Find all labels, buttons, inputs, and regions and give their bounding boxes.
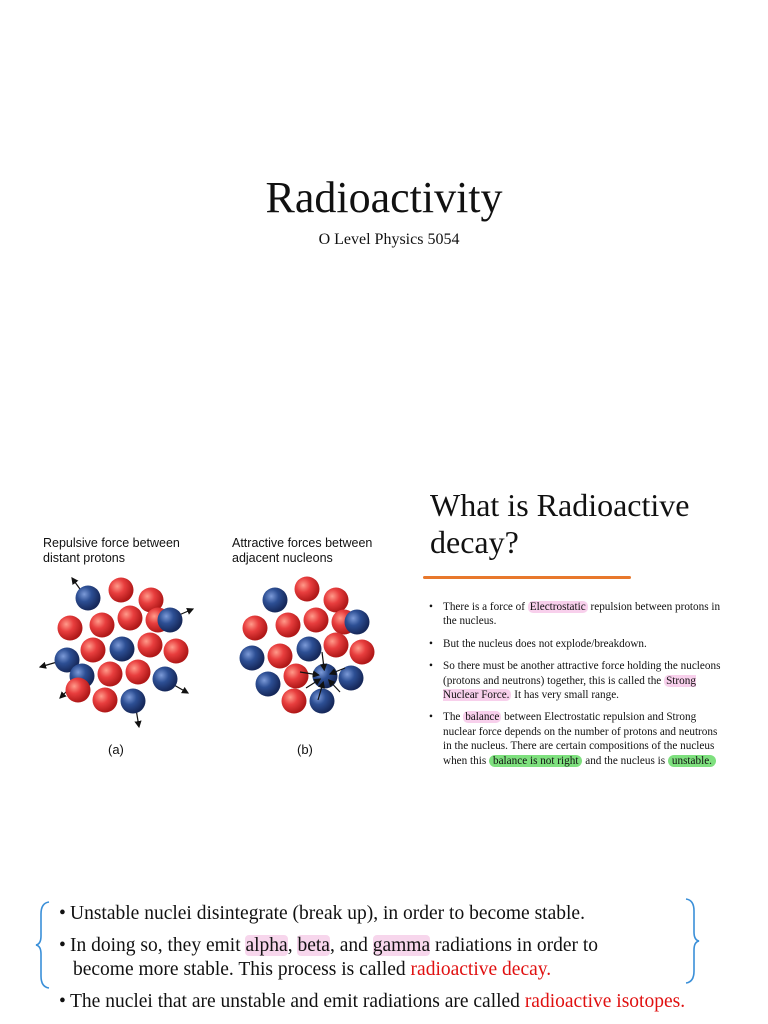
slide-subtitle: O Level Physics 5054 [318,231,460,248]
neutron [263,588,288,613]
proton [90,613,115,638]
neutron [153,667,178,692]
decay-bullet-list [429,600,721,776]
list-item: • But the nucleus does not explode/breakdown. [429,637,721,651]
proton [66,678,91,703]
highlight-beta: beta [297,935,330,956]
proton [164,639,189,664]
figure-caption-a: (a) [108,742,124,757]
neutron [256,672,281,697]
term-radioactive-decay: radioactive decay. [410,959,552,980]
figure-label-b: Attractive forces between adjacent nucleons [232,536,373,565]
highlight-unstable: unstable. [668,755,716,767]
proton [282,689,307,714]
highlight-electrostatic: Electrostatic [529,601,586,613]
proton [138,633,163,658]
proton [58,616,83,641]
slide-title: Radioactivity [265,173,503,222]
proton [304,608,329,633]
highlight-balance-not-right: balance is not right [489,755,582,767]
left-brace-icon [34,900,52,990]
list-item: • There is a force of Electrostatic repulsion between protons in the nucleus. [429,600,721,629]
highlight-strong-nuclear-force: Strong Nuclear Force. [443,674,696,702]
proton [324,633,349,658]
proton [126,660,151,685]
highlight-alpha: alpha [245,935,288,956]
nucleus-a [40,578,193,728]
neutron [240,646,265,671]
figure-caption-b: (b) [297,742,313,757]
neutron [297,637,322,662]
neutron [310,689,335,714]
nucleus-b [240,577,375,714]
proton [118,606,143,631]
proton [109,578,134,603]
neutron [76,586,101,611]
proton [268,644,293,669]
neutron [121,689,146,714]
list-item: • Unstable nuclei disintegrate (break up), in order to become stable. [59,903,585,924]
heading-underline [423,576,631,579]
proton [350,640,375,665]
neutron [110,637,135,662]
section-heading: What is Radioactive decay? [430,487,690,560]
title-slide [0,0,768,470]
nucleus-diagram [0,560,420,740]
highlight-gamma: gamma [372,935,431,956]
list-item: • So there must be another attractive force holding the nucleons (protons and neutrons) together, this is called the Strong Nuclear Force. It has very small range. [429,659,721,702]
figure-label-a: Repulsive force between distant protons [43,536,180,565]
proton [324,588,349,613]
list-item: • In doing so, they emit alpha, beta, and gamma radiations in order to become more stable. This process is called radioactive decay. [59,935,599,980]
highlight-balance: balance [465,711,500,724]
term-radioactive-isotopes: radioactive isotopes. [524,991,686,1012]
list-item: • The nuclei that are unstable and emit radiations are called radioactive isotopes. [59,991,686,1012]
proton [98,662,123,687]
proton [243,616,268,641]
proton [295,577,320,602]
proton [93,688,118,713]
list-item: • The balance between Electrostatic repulsion and Strong nuclear force depends on the number of protons and neutrons in the nucleus. There are certain compositions of the nucleus when this balance is not right and the nucleus is unstable. [429,710,721,768]
proton [81,638,106,663]
neutron [158,608,183,633]
proton [284,664,309,689]
neutron [345,610,370,635]
proton [276,613,301,638]
